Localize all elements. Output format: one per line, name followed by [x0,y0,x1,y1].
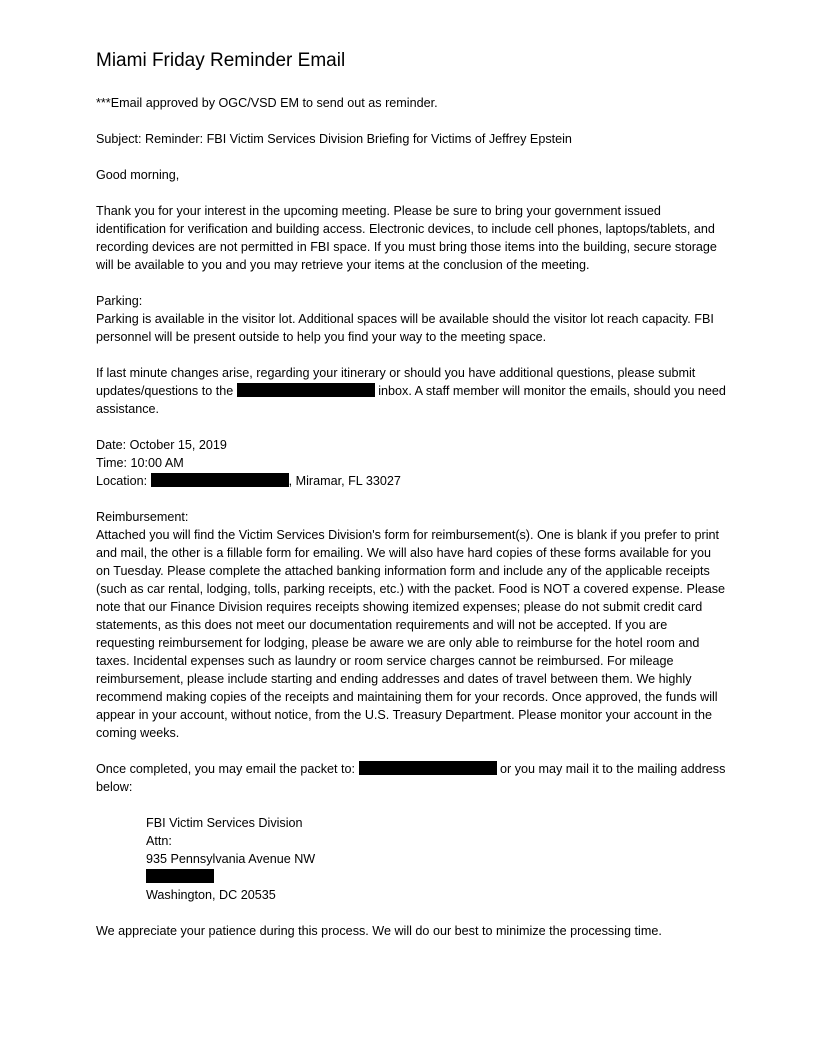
address-line-city: Washington, DC 20535 [146,888,276,902]
mailing-address [146,814,726,904]
approval-note: ***Email approved by OGC/VSD EM to send out as reminder. [96,96,438,110]
intro-paragraph: Thank you for your interest in the upcoming meeting. Please be sure to bring your government issued identification for verification and building access. Electronic devices, to include cell phones, laptops/tablets, and recording devices are not permitted in FBI space. If you must bring those items into the building, secure storage will be available to you and you may retrieve your items at the conclusion of the meeting. [96,204,717,272]
email-subject: Subject: Reminder: FBI Victim Services Division Briefing for Victims of Jeffrey Epstein [96,132,572,146]
changes-paragraph [96,364,726,418]
changes-text-before: If last minute changes arise, regarding your itinerary or should you have additional questions, please submit updates/questions to the [96,366,696,398]
reimbursement-section [96,508,726,742]
changes-text-after: inbox. A staff member will monitor the emails, should you need assistance. [96,384,726,416]
location-label: Location: [96,474,151,488]
reimbursement-heading: Reimbursement: [96,510,189,524]
redacted-email [359,761,497,775]
redacted-location [151,473,289,487]
meeting-time: Time: 10:00 AM [96,456,184,470]
address-line-org: FBI Victim Services Division [146,816,303,830]
meeting-details [96,436,726,490]
closing-paragraph: We appreciate your patience during this process. We will do our best to minimize the processing time. [96,924,662,938]
reimbursement-text: Attached you will find the Victim Services Division's form for reimbursement(s). One is blank if you prefer to print and mail, the other is a fillable form for emailing. We will also have hard copies of these forms available for you on Tuesday. Please complete the attached banking information form and include any of the applicable receipts (such as car rental, lodging, tolls, parking receipts, etc.) with the packet. Food is NOT a covered expense. Please note that our Finance Division requires receipts showing itemized expenses; please do not submit credit card statements, as this does not meet our documentation requirements and will not be accepted. If you are requesting reimbursement for lodging, please be aware we are only able to reimburse for the hotel room and taxes. Incidental expenses such as laundry or room service charges cannot be reimbursed. For mileage reimbursement, please include starting and ending addresses and dates of travel between them. We highly recommend making copies of the receipts and maintaining them for your records. Once approved, the funds will appear in your account, without notice, from the U.S. Treasury Department. Please monitor your account in the coming weeks. [96,528,726,740]
parking-section [96,292,726,346]
completed-text-before: Once completed, you may email the packet to: [96,762,359,776]
address-line-redacted [146,868,726,886]
meeting-date: Date: October 15, 2019 [96,438,227,452]
parking-text: Parking is available in the visitor lot. Additional spaces will be available should the visitor lot reach capacity. FBI personnel will be present outside to help you find your way to the meeting space. [96,312,714,344]
parking-heading: Parking: [96,294,143,308]
location-city: , Miramar, FL 33027 [288,474,401,488]
greeting: Good morning, [96,168,180,182]
address-line-attn: Attn: [146,834,172,848]
completed-text-after: or you may mail it to the mailing address below: [96,762,726,794]
redacted-inbox [237,383,375,397]
document-title: Miami Friday Reminder Email [96,50,346,71]
address-line-street: 935 Pennsylvania Avenue NW [146,852,316,866]
document-page [96,48,726,958]
meeting-location [96,472,726,490]
completed-paragraph [96,760,726,796]
redacted-room [146,869,214,883]
